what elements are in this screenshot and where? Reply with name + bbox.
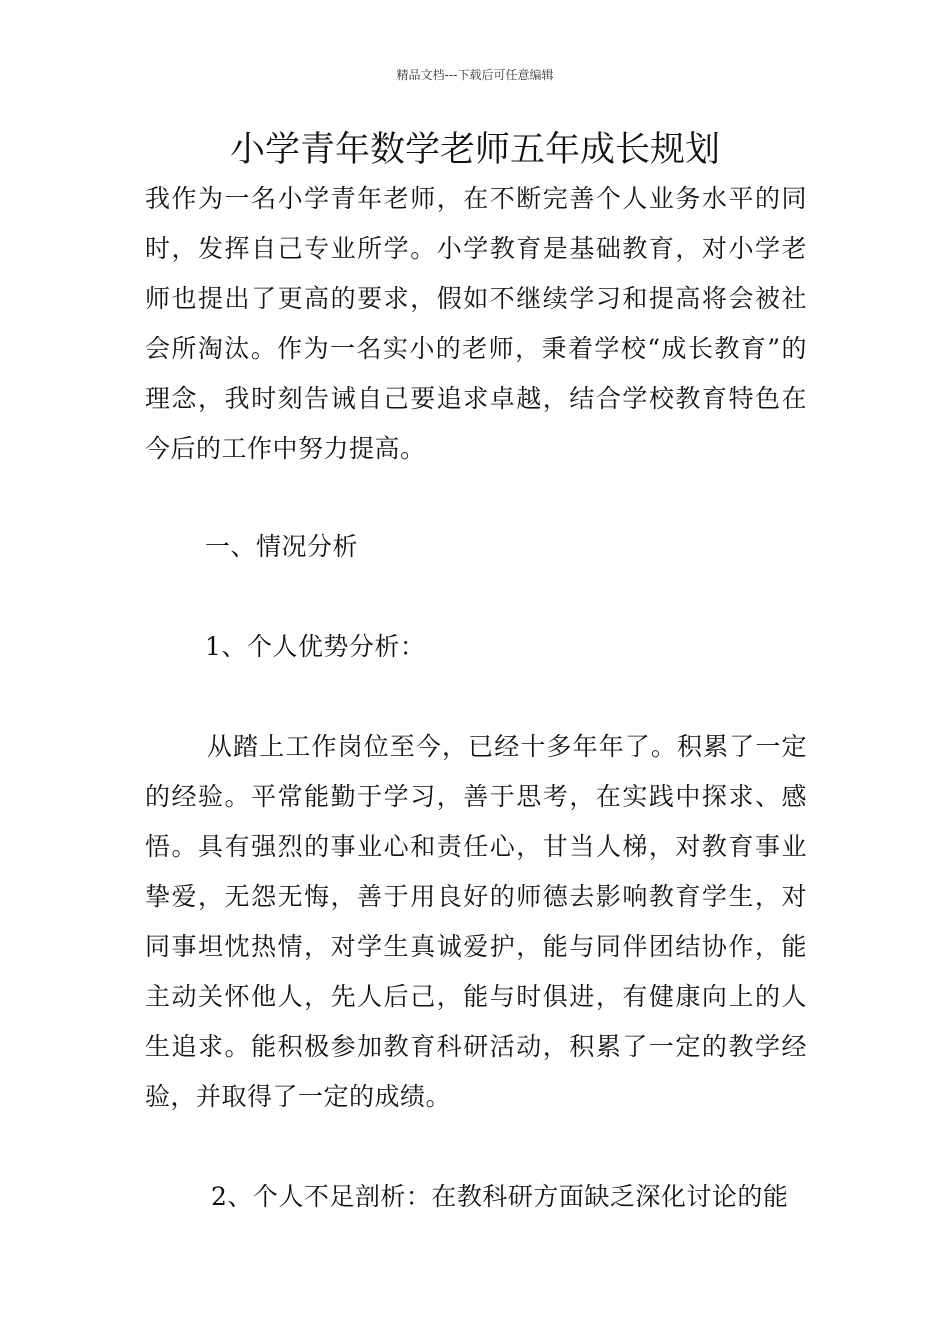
section-heading-situation-analysis: 一、情况分析 (205, 532, 359, 561)
header-note: 精品文档---下载后可任意编辑 (396, 68, 554, 82)
document-title: 小学青年数学老师五年成长规划 (229, 130, 720, 170)
subsection-heading-strengths: 1、个人优势分析： (205, 632, 426, 661)
intro-paragraph: 我作为一名小学青年老师，在不断完善个人业务水平的同时，发挥自己专业所学。小学教育是基础教育，对小学老师也提出了更高的要求，假如不继续学习和提高将会被社会所淘汰。作为一名实小的老师，秉着学校“成长教育”的理念，我时刻告诫自己要追求卓越，结合学校教育特色在今后的工作中努力提高。 (145, 184, 807, 463)
strengths-paragraph: 从踏上工作岗位至今，已经十多年年了。积累了一定的经验。平常能勤于学习，善于思考，在实践中探求、感悟。具有强烈的事业心和责任心，甘当人梯，对教育事业挚爱，无怨无悔，善于用良好的师德去影响教育学生，对同事坦忱热情，对学生真诚爱护，能与同伴团结协作，能主动关怀他人，先人后己，能与时俱进，有健康向上的人生追求。能积极参加教育科研活动，积累了一定的教学经验，并取得了一定的成绩。 (145, 732, 807, 1111)
weaknesses-paragraph: 2、个人不足剖析：在教科研方面缺乏深化讨论的能 (211, 1182, 789, 1211)
